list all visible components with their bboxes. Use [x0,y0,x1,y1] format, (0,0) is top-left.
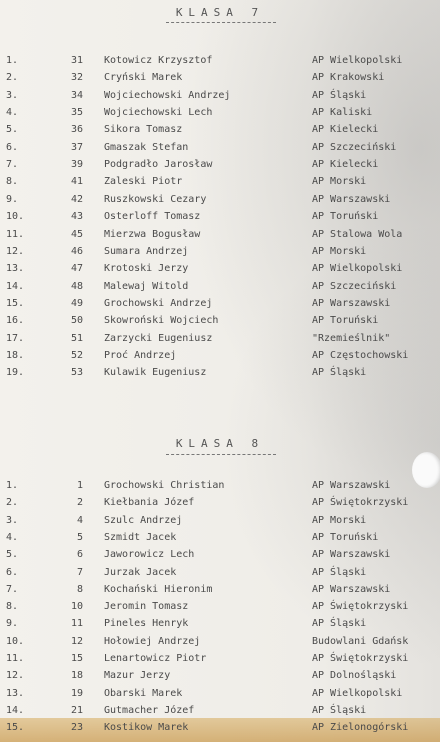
row-name: Gmaszak Stefan [104,141,189,153]
row-position: 18. [6,349,25,361]
row-name: Pineles Henryk [104,618,189,630]
list-row [0,650,440,667]
row-club: AP Częstochowski [312,349,409,361]
list-row [0,667,440,684]
list-row [0,685,440,702]
row-position: 6. [6,566,19,578]
list-row [0,633,440,650]
row-position: 4. [6,107,19,119]
row-club: AP Stalowa Wola [312,228,403,240]
title-underline [166,454,276,455]
list-row [0,364,440,381]
row-number: 10 [70,601,83,613]
list-row [0,581,440,598]
row-name: Zaleski Piotr [104,176,183,188]
row-club: AP Śląski [312,704,367,716]
row-number: 31 [70,55,83,66]
row-club: "Rzemieślnik" [312,332,391,344]
row-name: Sumara Andrzej [104,245,189,257]
row-number: 47 [70,263,83,275]
row-name: Obarski Marek [104,687,183,699]
row-position: 10. [6,211,25,223]
list-row [0,156,440,173]
row-club: AP Dolnośląski [312,670,397,682]
row-club: AP Wielkopolski [312,687,403,699]
row-number: 37 [70,141,83,153]
row-position: 3. [6,89,19,101]
list-row [0,87,440,104]
row-position: 3. [6,514,19,526]
row-club: AP Toruński [312,531,379,543]
row-number: 51 [70,332,83,344]
row-number: 53 [70,367,83,379]
row-name: Proć Andrzej [104,349,177,361]
row-number: 32 [70,72,83,84]
row-club: AP Warszawski [312,193,391,205]
row-number: 8 [76,583,83,595]
row-position: 1. [6,55,19,66]
row-position: 14. [6,704,25,716]
row-position: 11. [6,228,25,240]
section-title: KLASA 7 [175,6,265,19]
row-name: Ruszkowski Cezary [104,193,207,205]
row-club: AP Toruński [312,211,379,223]
row-name: Wojciechowski Lech [104,107,213,119]
row-name: Jeromin Tomasz [104,601,189,613]
row-number: 11 [70,618,83,630]
row-position: 8. [6,176,19,188]
row-club: AP Śląski [312,566,367,578]
row-club: AP Świętokrzyski [312,653,409,664]
row-position: 9. [6,193,19,205]
row-name: Podgradło Jarosław [104,159,213,171]
row-club: AP Wielkopolski [312,55,403,66]
list-row [0,702,440,719]
list-row [0,121,440,138]
row-club: AP Warszawski [312,549,391,561]
row-name: Sikora Tomasz [104,124,183,136]
row-position: 13. [6,263,25,275]
row-name: Grochowski Andrzej [104,297,213,309]
row-number: 2 [76,497,83,509]
row-position: 8. [6,601,19,613]
row-club: AP Morski [312,245,367,257]
list-row [0,719,440,736]
row-number: 50 [70,315,83,327]
row-number: 49 [70,297,83,309]
row-position: 13. [6,687,25,699]
row-position: 1. [6,480,19,491]
row-position: 11. [6,653,25,664]
list-row [0,278,440,295]
row-number: 23 [70,722,83,734]
row-club: AP Śląski [312,618,367,630]
list-row [0,52,440,69]
row-position: 15. [6,722,25,734]
row-name: Malewaj Witold [104,280,189,292]
list-row [0,295,440,312]
row-club: AP Szczeciński [312,141,397,153]
row-name: Mierzwa Bogusław [104,228,201,240]
row-position: 17. [6,332,25,344]
row-position: 14. [6,280,25,292]
row-name: Mazur Jerzy [104,670,171,682]
list-row [0,312,440,329]
row-club: AP Szczeciński [312,280,397,292]
row-number: 36 [70,124,83,136]
row-number: 4 [76,514,83,526]
row-position: 10. [6,635,25,647]
row-club: AP Wielkopolski [312,263,403,275]
list-row [0,494,440,511]
row-number: 46 [70,245,83,257]
row-number: 48 [70,280,83,292]
list-row [0,598,440,615]
row-number: 52 [70,349,83,361]
row-club: AP Śląski [312,89,367,101]
row-club: AP Świętokrzyski [312,497,409,509]
row-position: 5. [6,124,19,136]
row-name: Gutmacher Józef [104,704,195,716]
row-club: AP Toruński [312,315,379,327]
row-club: AP Warszawski [312,583,391,595]
list-row [0,260,440,277]
row-club: AP Świętokrzyski [312,601,409,613]
row-position: 7. [6,159,19,171]
section-title: KLASA 8 [175,437,265,450]
row-number: 21 [70,704,83,716]
row-name: Zarzycki Eugeniusz [104,332,213,344]
list-row [0,546,440,563]
row-name: Cryński Marek [104,72,183,84]
row-club: AP Warszawski [312,480,391,491]
row-name: Jurzak Jacek [104,566,177,578]
row-number: 43 [70,211,83,223]
row-number: 18 [70,670,83,682]
row-number: 41 [70,176,83,188]
row-number: 34 [70,89,83,101]
row-position: 16. [6,315,25,327]
list-row [0,347,440,364]
row-number: 35 [70,107,83,119]
row-name: Skowroński Wojciech [104,315,219,327]
row-name: Lenartowicz Piotr [104,653,207,664]
row-name: Grochowski Christian [104,480,225,491]
list-row [0,243,440,260]
list-row [0,477,440,494]
row-club: AP Śląski [312,367,367,379]
row-position: 6. [6,141,19,153]
row-number: 6 [76,549,83,561]
row-name: Wojciechowski Andrzej [104,89,231,101]
list-row [0,104,440,121]
list-row [0,139,440,156]
list-row [0,512,440,529]
row-name: Kostikow Marek [104,722,189,734]
list-row [0,330,440,347]
row-number: 45 [70,228,83,240]
row-position: 9. [6,618,19,630]
row-position: 5. [6,549,19,561]
list-row [0,226,440,243]
row-position: 12. [6,670,25,682]
list-row [0,191,440,208]
row-name: Osterloff Tomasz [104,211,201,223]
row-position: 12. [6,245,25,257]
row-number: 15 [70,653,83,664]
list-row [0,69,440,86]
list-row [0,564,440,581]
row-number: 12 [70,635,83,647]
row-position: 2. [6,72,19,84]
row-name: Krotoski Jerzy [104,263,189,275]
row-position: 19. [6,367,25,379]
row-name: Kulawik Eugeniusz [104,367,207,379]
row-position: 2. [6,497,19,509]
row-name: Szulc Andrzej [104,514,183,526]
row-position: 7. [6,583,19,595]
row-club: Budowlani Gdańsk [312,635,409,647]
row-name: Kotowicz Krzysztof [104,55,213,66]
row-name: Jaworowicz Lech [104,549,195,561]
row-club: AP Morski [312,514,367,526]
row-club: AP Morski [312,176,367,188]
row-club: AP Warszawski [312,297,391,309]
row-club: AP Krakowski [312,72,385,84]
row-club: AP Kielecki [312,124,379,136]
row-name: Kochański Hieronim [104,583,213,595]
row-position: 15. [6,297,25,309]
row-club: AP Kaliski [312,107,373,119]
row-name: Hołowiej Andrzej [104,635,201,647]
list-row [0,173,440,190]
row-club: AP Kielecki [312,159,379,171]
list-row [0,615,440,632]
list-row [0,208,440,225]
row-number: 19 [70,687,83,699]
title-underline [166,22,276,23]
row-number: 42 [70,193,83,205]
list-row [0,529,440,546]
row-number: 7 [76,566,83,578]
row-name: Szmidt Jacek [104,531,177,543]
row-number: 1 [76,480,83,491]
row-number: 5 [76,531,83,543]
row-club: AP Zielonogórski [312,722,409,734]
row-number: 39 [70,159,83,171]
row-position: 4. [6,531,19,543]
row-name: Kiełbania Józef [104,497,195,509]
